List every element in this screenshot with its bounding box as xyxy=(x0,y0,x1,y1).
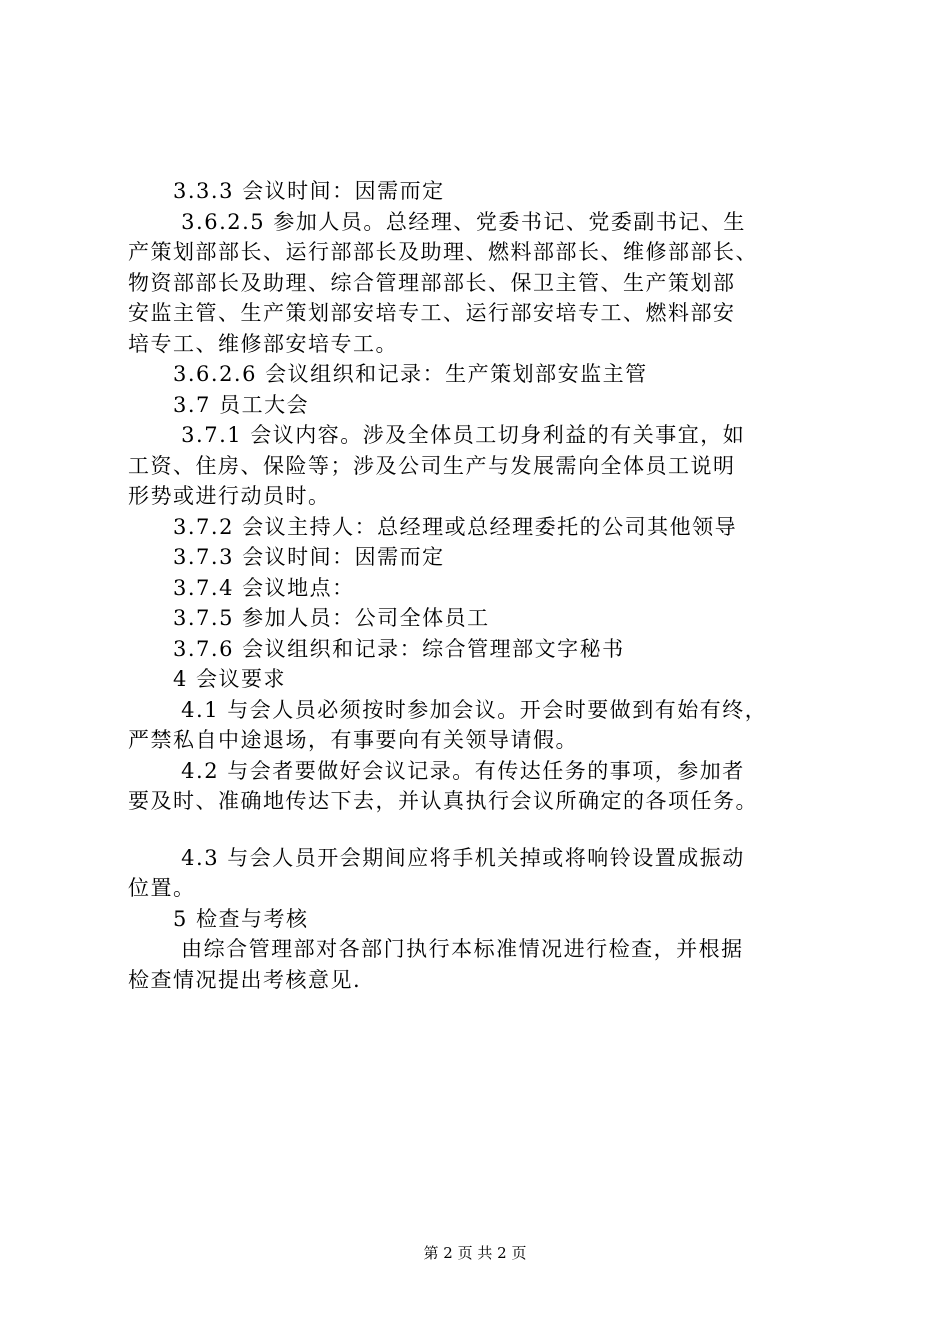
text-line: 3.7.5 参加人员：公司全体员工 xyxy=(128,606,490,630)
page-footer: 第 2 页 共 2 页 xyxy=(423,1244,527,1262)
text-line: 3.6.2.6 会议组织和记录：生产策划部安监主管 xyxy=(128,362,648,386)
text-line: 3.7.3 会议时间：因需而定 xyxy=(128,545,445,569)
text-line: 由综合管理部对各部门执行本标准情况进行检查，并根据 xyxy=(128,937,744,961)
text-line: 4.3 与会人员开会期间应将手机关掉或将响铃设置成振动 xyxy=(128,845,745,870)
text-line: 产策划部部长、运行部部长及助理、燃料部部长、维修部部长、 xyxy=(128,240,758,264)
text-line: 形势或进行动员时。 xyxy=(128,484,331,508)
text-line: 要及时、准确地传达下去，并认真执行会议所确定的各项任务。 xyxy=(128,789,758,813)
text-line: 4.1 与会人员必须按时参加会议。开会时要做到有始有终， xyxy=(128,697,768,722)
text-line: 3.7.2 会议主持人：总经理或总经理委托的公司其他领导 xyxy=(128,514,738,539)
section-heading: 3.7 员工大会 xyxy=(128,392,310,417)
text-line: 3.7.1 会议内容。涉及全体员工切身利益的有关事宜，如 xyxy=(128,423,746,447)
text-line: 3.6.2.5 参加人员。总经理、党委书记、党委副书记、生 xyxy=(128,209,746,234)
text-line: 检查情况提出考核意见. xyxy=(128,967,362,992)
text-line: 物资部部长及助理、综合管理部部长、保卫主管、生产策划部 xyxy=(128,270,736,295)
text-line: 3.7.4 会议地点： xyxy=(128,575,355,600)
document-body xyxy=(128,176,828,995)
paragraph-gap xyxy=(128,817,828,843)
text-line: 3.3.3 会议时间：因需而定 xyxy=(128,179,445,203)
text-line: 工资、住房、保险等；涉及公司生产与发展需向全体员工说明 xyxy=(128,453,736,478)
text-line: 位置。 xyxy=(128,876,196,900)
text-line: 严禁私自中途退场，有事要向有关领导请假。 xyxy=(128,728,578,752)
text-line: 4.2 与会者要做好会议记录。有传达任务的事项，参加者 xyxy=(128,758,745,783)
section-heading: 5 检查与考核 xyxy=(128,906,309,931)
text-line: 培专工、维修部安培专工。 xyxy=(128,331,398,356)
text-line: 3.7.6 会议组织和记录：综合管理部文字秘书 xyxy=(128,636,625,661)
section-heading: 4 会议要求 xyxy=(128,667,287,691)
text-line: 安监主管、生产策划部安培专工、运行部安培专工、燃料部安 xyxy=(128,301,736,325)
